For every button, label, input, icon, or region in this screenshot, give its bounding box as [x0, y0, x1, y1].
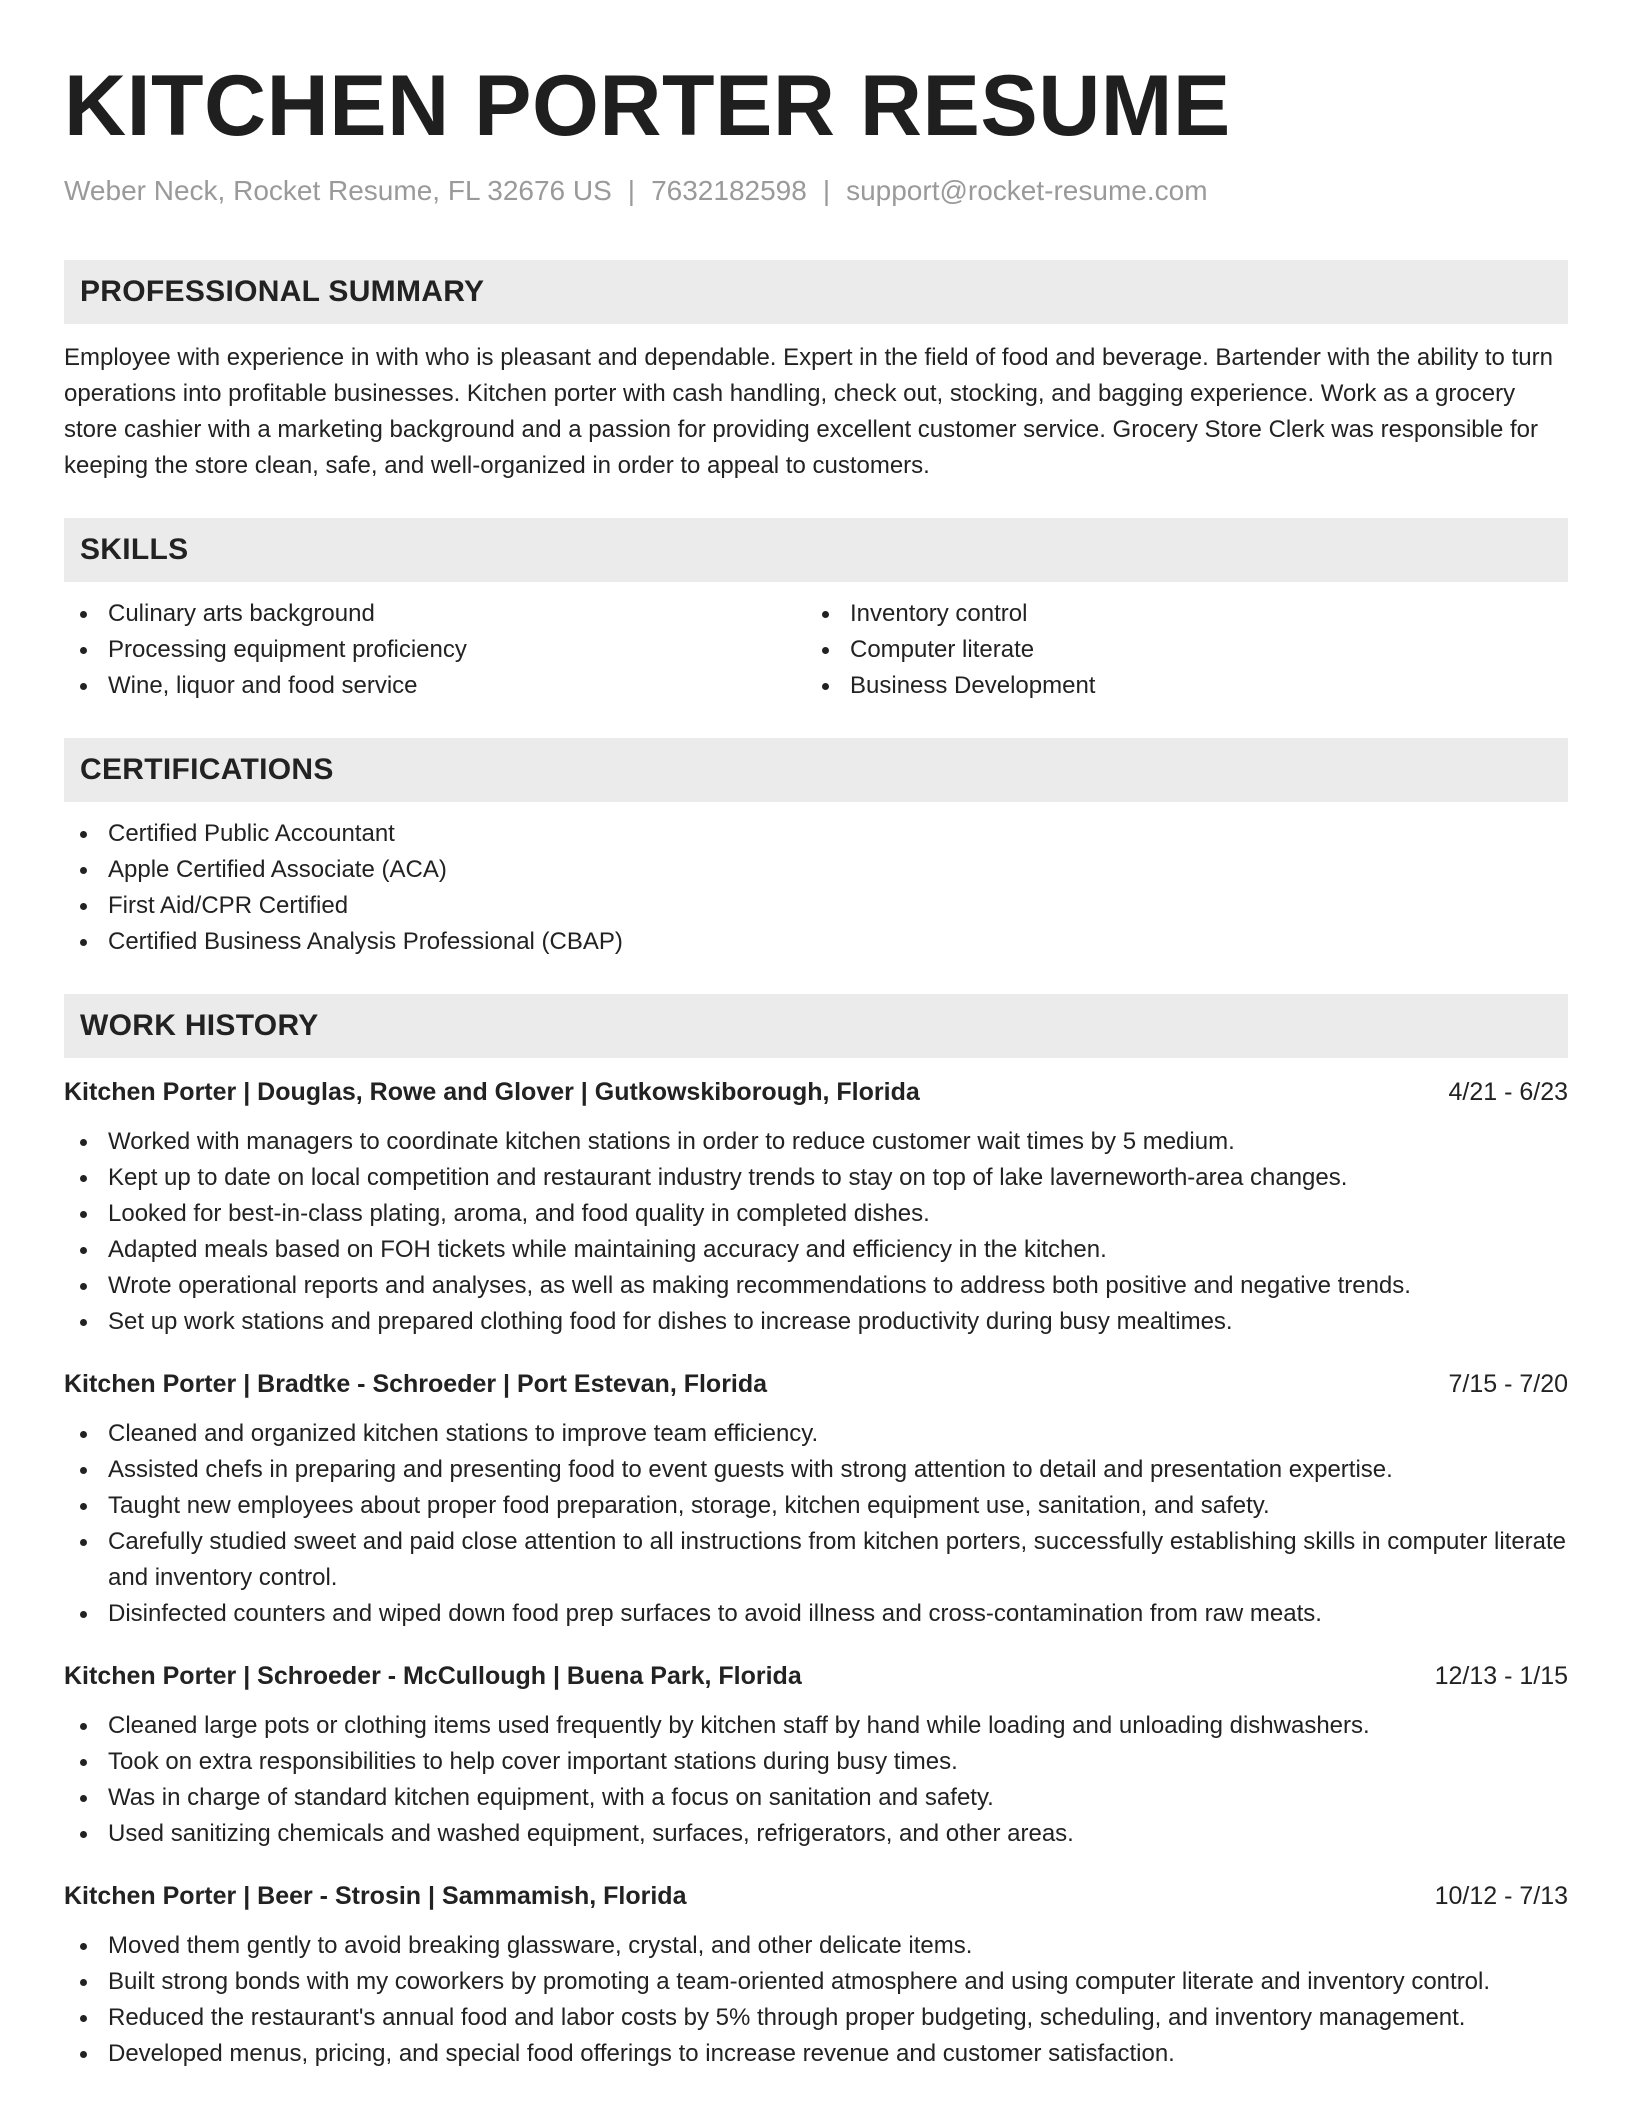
- skill-item: Inventory control: [806, 596, 1548, 632]
- job-title: Kitchen Porter | Douglas, Rowe and Glover | Gutkowskiborough, Florida: [64, 1078, 920, 1106]
- skill-item: Business Development: [806, 668, 1548, 704]
- contact-separator: |: [822, 175, 831, 206]
- responsibility-item: Carefully studied sweet and paid close attention to all instructions from kitchen porters, successfully establishing skills in computer literate and inventory control.: [64, 1524, 1568, 1596]
- section-header-certifications: CERTIFICATIONS: [64, 738, 1568, 802]
- job-header: [64, 1878, 1568, 1914]
- responsibility-item: Used sanitizing chemicals and washed equipment, surfaces, refrigerators, and other areas.: [64, 1816, 1568, 1852]
- skills-grid: [64, 596, 1568, 704]
- skill-item: Computer literate: [806, 632, 1548, 668]
- job-dates: 4/21 - 6/23: [1448, 1078, 1568, 1106]
- responsibility-item: Developed menus, pricing, and special food offerings to increase revenue and customer satisfaction.: [64, 2036, 1568, 2072]
- contact-line: [64, 174, 1568, 208]
- responsibility-item: Disinfected counters and wiped down food prep surfaces to avoid illness and cross-contamination from raw meats.: [64, 1596, 1568, 1632]
- certification-item: Certified Business Analysis Professional (CBAP): [64, 924, 1568, 960]
- section-header-summary: PROFESSIONAL SUMMARY: [64, 260, 1568, 324]
- job-dates: 12/13 - 1/15: [1434, 1662, 1568, 1690]
- responsibility-item: Reduced the restaurant's annual food and labor costs by 5% through proper budgeting, scheduling, and inventory management.: [64, 2000, 1568, 2036]
- job-entry: [64, 1366, 1568, 1632]
- responsibility-item: Cleaned large pots or clothing items used frequently by kitchen staff by hand while loading and unloading dishwashers.: [64, 1708, 1568, 1744]
- responsibility-item: Adapted meals based on FOH tickets while maintaining accuracy and efficiency in the kitchen.: [64, 1232, 1568, 1268]
- job-responsibilities: [64, 1124, 1568, 1340]
- section-header-skills: SKILLS: [64, 518, 1568, 582]
- skill-item: Wine, liquor and food service: [64, 668, 806, 704]
- job-header: [64, 1366, 1568, 1402]
- contact-address: Weber Neck, Rocket Resume, FL 32676 US: [64, 175, 612, 206]
- certification-item: Certified Public Accountant: [64, 816, 1568, 852]
- job-responsibilities: [64, 1708, 1568, 1852]
- job-entry: [64, 1878, 1568, 2072]
- responsibility-item: Taught new employees about proper food preparation, storage, kitchen equipment use, sanitation, and safety.: [64, 1488, 1568, 1524]
- skills-list-left: [64, 596, 806, 704]
- job-dates: 10/12 - 7/13: [1434, 1882, 1568, 1910]
- responsibility-item: Looked for best-in-class plating, aroma, and food quality in completed dishes.: [64, 1196, 1568, 1232]
- contact-email: support@rocket-resume.com: [846, 175, 1208, 206]
- contact-phone: 7632182598: [651, 175, 807, 206]
- job-entry: [64, 1074, 1568, 1340]
- resume-title: KITCHEN PORTER RESUME: [64, 58, 1231, 154]
- job-responsibilities: [64, 1416, 1568, 1632]
- responsibility-item: Moved them gently to avoid breaking glassware, crystal, and other delicate items.: [64, 1928, 1568, 1964]
- job-title: Kitchen Porter | Schroeder - McCullough | Buena Park, Florida: [64, 1662, 802, 1690]
- contact-separator: |: [627, 175, 636, 206]
- certifications-list: [64, 816, 1568, 960]
- job-title: Kitchen Porter | Beer - Strosin | Sammamish, Florida: [64, 1882, 687, 1910]
- responsibility-item: Took on extra responsibilities to help cover important stations during busy times.: [64, 1744, 1568, 1780]
- job-header: [64, 1658, 1568, 1694]
- responsibility-item: Built strong bonds with my coworkers by promoting a team-oriented atmosphere and using computer literate and inventory control.: [64, 1964, 1568, 2000]
- skill-item: Culinary arts background: [64, 596, 806, 632]
- work-history-list: [64, 1074, 1568, 2072]
- job-entry: [64, 1658, 1568, 1852]
- responsibility-item: Worked with managers to coordinate kitchen stations in order to reduce customer wait times by 5 medium.: [64, 1124, 1568, 1160]
- responsibility-item: Assisted chefs in preparing and presenting food to event guests with strong attention to detail and presentation expertise.: [64, 1452, 1568, 1488]
- skill-item: Processing equipment proficiency: [64, 632, 806, 668]
- resume-content: [64, 56, 1568, 2072]
- certification-item: Apple Certified Associate (ACA): [64, 852, 1568, 888]
- job-dates: 7/15 - 7/20: [1448, 1370, 1568, 1398]
- job-header: [64, 1074, 1568, 1110]
- summary-text: Employee with experience in with who is pleasant and dependable. Expert in the field of food and beverage. Bartender with the ability to turn operations into profitable businesses. Kitchen porter with cash handling, check out, stocking, and bagging experience. Work as a grocery store cashier with a marketing background and a passion for providing excellent customer service. Grocery Store Clerk was responsible for keeping the store clean, safe, and well-organized in order to appeal to customers.: [64, 344, 1553, 479]
- responsibility-item: Wrote operational reports and analyses, as well as making recommendations to address both positive and negative trends.: [64, 1268, 1568, 1304]
- job-responsibilities: [64, 1928, 1568, 2072]
- responsibility-item: Set up work stations and prepared clothing food for dishes to increase productivity during busy mealtimes.: [64, 1304, 1568, 1340]
- responsibility-item: Cleaned and organized kitchen stations to improve team efficiency.: [64, 1416, 1568, 1452]
- certification-item: First Aid/CPR Certified: [64, 888, 1568, 924]
- section-header-work-history: WORK HISTORY: [64, 994, 1568, 1058]
- responsibility-item: Kept up to date on local competition and restaurant industry trends to stay on top of lake laverneworth-area changes.: [64, 1160, 1568, 1196]
- skills-list-right: [806, 596, 1548, 704]
- job-title: Kitchen Porter | Bradtke - Schroeder | Port Estevan, Florida: [64, 1370, 768, 1398]
- responsibility-item: Was in charge of standard kitchen equipment, with a focus on sanitation and safety.: [64, 1780, 1568, 1816]
